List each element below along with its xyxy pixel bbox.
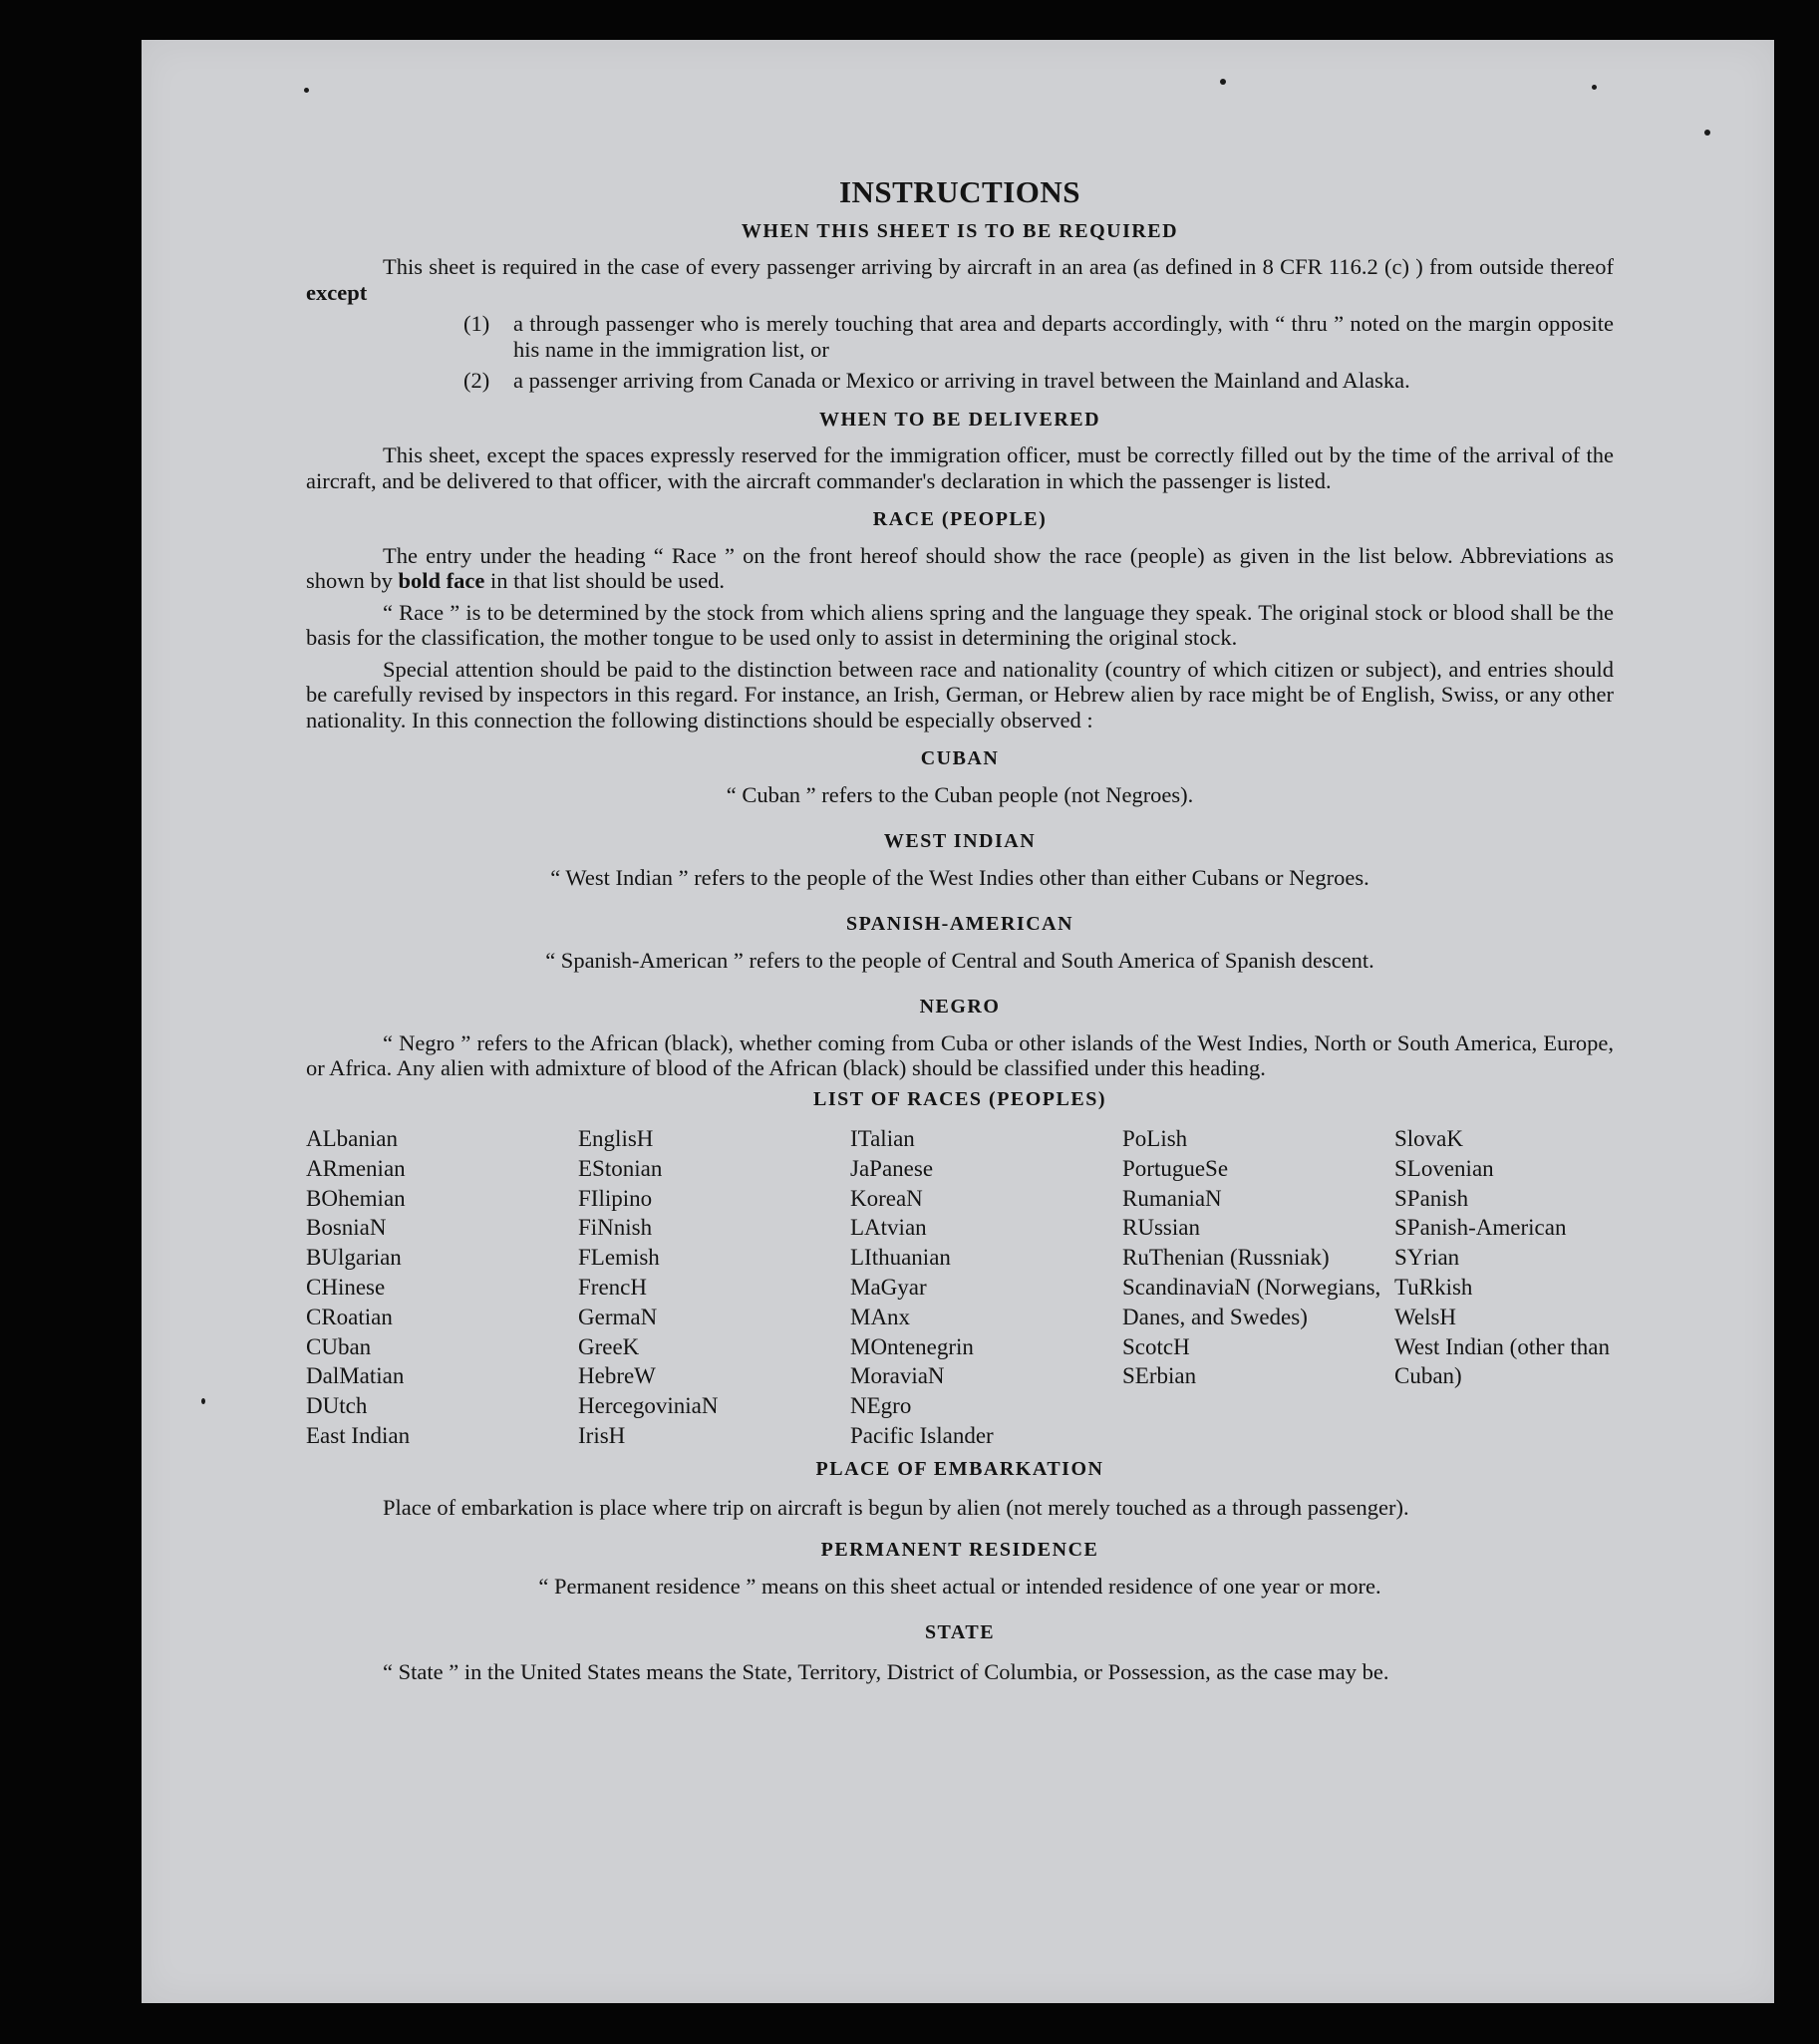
race-item: MaGyar (850, 1274, 927, 1300)
race-item: PortugueSe (1122, 1155, 1229, 1181)
page-title: INSTRUCTIONS (838, 174, 1080, 209)
race-item: SYrian (1394, 1245, 1460, 1271)
race-item: FrencH (578, 1274, 647, 1300)
race-paragraph-1: The entry under the heading “ Race ” on the front hereof should show the race (people) as given in the list below. Abbreviations as shown by bold face in that list should be used. (306, 542, 1614, 593)
race-item: SErbian (1122, 1363, 1197, 1389)
race-item: ScandinaviaN (Norwegians, Danes, and Swedes) (1122, 1274, 1381, 1329)
section-heading-state: STATE (924, 1621, 996, 1644)
race-item: ALbanian (306, 1126, 398, 1151)
race-item: DalMatian (306, 1363, 405, 1389)
west-indian-definition: “ West Indian ” refers to the people of the West Indies other than either Cubans or Negroes. (550, 864, 1369, 890)
race-item: MOntenegrin (850, 1333, 974, 1359)
embarkation-definition: Place of embarkation is place where trip on aircraft is begun by alien (not merely touched as a through passenger). (383, 1495, 1409, 1521)
race-paragraph-3: Special attention should be paid to the distinction between race and nationality (country of which citizen or subject), and entries should be carefully revised by inspectors in this regard. For instance, an Irish, German, or Hebrew alien by race might be of English, Swiss, or any other nationality. In this connection the following distinctions should be especially observed : (306, 656, 1614, 732)
race-item: TuRkish (1394, 1274, 1473, 1300)
race-item: IrisH (578, 1422, 626, 1448)
instructions-content (306, 174, 1614, 1694)
race-item: BOhemian (306, 1185, 406, 1211)
race-item: GermaN (578, 1304, 658, 1329)
race-item: NEgro (850, 1393, 912, 1419)
dust-speck (1220, 79, 1226, 85)
required-paragraph: This sheet is required in the case of every passenger arriving by aircraft in an area (as defined in 8 CFR 116.2 (c) ) from outside thereof except (306, 254, 1614, 305)
race-item: PoLish (1122, 1126, 1188, 1151)
race-item: EStonian (578, 1155, 663, 1181)
race-item: FiNnish (578, 1215, 653, 1241)
race-item: HebreW (578, 1363, 656, 1389)
section-heading-race-list: LIST OF RACES (PEOPLES) (812, 1087, 1106, 1110)
race-item: RuThenian (Russniak) (1122, 1245, 1330, 1271)
section-heading-required: WHEN THIS SHEET IS TO BE REQUIRED (741, 219, 1179, 242)
race-item: West Indian (other than Cuban) (1394, 1333, 1610, 1389)
race-item: JaPanese (850, 1155, 934, 1181)
race-column-1 (306, 1124, 578, 1451)
section-heading-embarkation: PLACE OF EMBARKATION (815, 1457, 1104, 1480)
section-heading-delivered: WHEN TO BE DELIVERED (818, 408, 1101, 431)
race-column-3 (850, 1124, 1122, 1451)
race-list (306, 1124, 1614, 1451)
race-column-2 (578, 1124, 850, 1451)
delivered-paragraph: This sheet, except the spaces expressly reserved for the immigration officer, must be correctly filled out by the time of the arrival of the aircraft, and be delivered to that officer, with the aircraft commander's declaration in which the passenger is listed. (306, 442, 1614, 493)
section-heading-cuban: CUBAN (920, 747, 1000, 769)
race-column-5 (1394, 1124, 1614, 1451)
document-page (142, 40, 1774, 2003)
exception-item-2: (2) a passenger arriving from Canada or Mexico or arriving in travel between the Mainland and Alaska. (463, 368, 1410, 393)
exception-item-1: (1) a through passenger who is merely touching that area and departs accordingly, with “ thru ” noted on the margin opposite his name in the immigration list, or (463, 311, 1614, 362)
dust-speck (1592, 85, 1597, 90)
race-item: RUssian (1122, 1215, 1200, 1241)
race-item: GreeK (578, 1333, 640, 1359)
residence-definition: “ Permanent residence ” means on this sheet actual or intended residence of one year or more. (538, 1573, 1381, 1599)
race-item: ARmenian (306, 1155, 406, 1181)
race-column-4 (1122, 1124, 1394, 1451)
race-item: MoraviaN (850, 1363, 945, 1389)
race-item: SlovaK (1394, 1126, 1463, 1151)
negro-definition: “ Negro ” refers to the African (black), whether coming from Cuba or other islands of the West Indies, North or South America, Europe, or Africa. Any alien with admixture of blood of the African (black) should be classified under this heading. (306, 1029, 1614, 1080)
race-item: RumaniaN (1122, 1185, 1222, 1211)
race-item: SLovenian (1394, 1155, 1494, 1181)
race-item: SPanish-American (1394, 1215, 1567, 1241)
race-item: Pacific Islander (850, 1422, 994, 1448)
race-item: BUlgarian (306, 1245, 402, 1271)
race-item: SPanish (1394, 1185, 1469, 1211)
section-heading-spanish-american: SPANISH-AMERICAN (845, 913, 1074, 935)
race-item: CRoatian (306, 1304, 393, 1329)
race-item: KoreaN (850, 1185, 923, 1211)
dust-speck (201, 1398, 205, 1404)
cuban-definition: “ Cuban ” refers to the Cuban people (not Negroes). (726, 781, 1194, 807)
race-item: HercegoviniaN (578, 1393, 719, 1419)
section-heading-residence: PERMANENT RESIDENCE (820, 1539, 1099, 1562)
race-item: MAnx (850, 1304, 911, 1329)
race-paragraph-2: “ Race ” is to be determined by the stock from which aliens spring and the language they speak. The original stock or blood shall be the basis for the classification, the mother tongue to be used only to assist in determining the original stock. (306, 599, 1614, 650)
spanish-american-definition: “ Spanish-American ” refers to the people of Central and South America of Spanish descent. (545, 947, 1374, 973)
section-heading-west-indian: WEST INDIAN (883, 830, 1037, 852)
race-item: ScotcH (1122, 1333, 1190, 1359)
race-item: FLemish (578, 1245, 660, 1271)
race-item: DUtch (306, 1393, 368, 1419)
race-item: East Indian (306, 1422, 411, 1448)
race-item: CUban (306, 1333, 372, 1359)
race-item: LAtvian (850, 1215, 927, 1241)
state-definition: “ State ” in the United States means the State, Territory, District of Columbia, or Possession, as the case may be. (383, 1658, 1389, 1684)
race-item: ITalian (850, 1126, 915, 1151)
race-item: FIlipino (578, 1185, 653, 1211)
race-item: LIthuanian (850, 1245, 951, 1271)
dust-speck (304, 88, 309, 93)
race-item: EnglisH (578, 1126, 654, 1151)
race-item: BosniaN (306, 1215, 387, 1241)
section-heading-race: RACE (PEOPLE) (872, 508, 1048, 530)
dust-speck (1704, 130, 1710, 136)
race-item: CHinese (306, 1274, 386, 1300)
race-item: WelsH (1394, 1304, 1457, 1329)
section-heading-negro: NEGRO (919, 996, 1001, 1018)
